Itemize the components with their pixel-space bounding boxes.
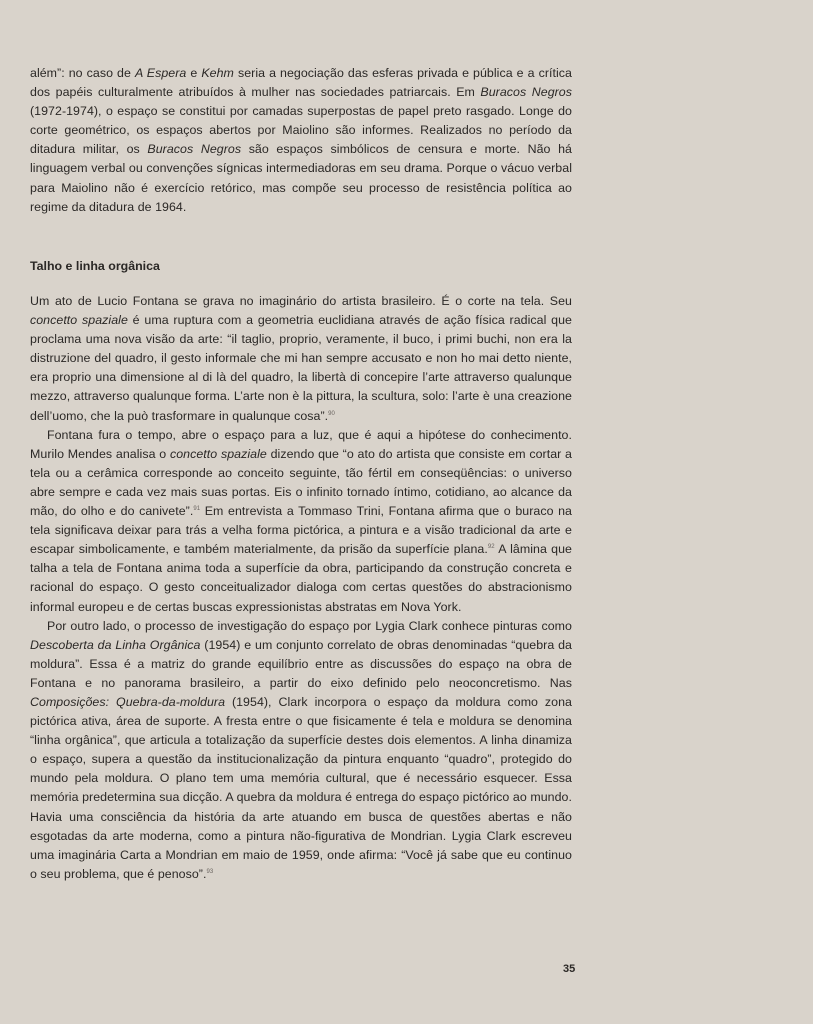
italic-title: Buracos Negros bbox=[480, 85, 572, 100]
paragraph-1 bbox=[30, 292, 572, 426]
italic-title: concetto spaziale bbox=[30, 313, 128, 328]
italic-title: A Espera bbox=[134, 66, 187, 80]
page-body bbox=[30, 64, 572, 217]
footnote-ref: 93 bbox=[206, 868, 214, 875]
italic-title: Descoberta da Linha Orgânica bbox=[30, 637, 201, 652]
text-run: seria a negociação das esferas privada e pública e a crítica dos papéis culturalmente atribuídos à mulher nas sociedades patriarcais. Em bbox=[30, 66, 572, 100]
text-run: e bbox=[186, 66, 202, 80]
text-run: Um ato de Lucio Fontana se grava no imaginário do artista brasileiro. É o corte na tela. Seu bbox=[30, 294, 572, 308]
paragraph-2 bbox=[30, 426, 572, 617]
text-run: (1954) e um conjunto correlato de obras denominadas “quebra da moldura”. Essa é a matriz do grande equilíbrio entre as discussões do espaço na obra de Fontana e no panorama brasileiro, a partir do eixo definido pelo neoconcretismo. Nas bbox=[30, 637, 572, 690]
intro-paragraph bbox=[30, 64, 572, 217]
text-run: (1972-1974), o espaço se constitui por camadas superpostas de papel preto rasgado. Longe do corte geométrico, os espaços abertos por Maiolino são informes. Realizados no período da ditadura militar, os bbox=[30, 104, 572, 157]
text-run: Por outro lado, o processo de investigação do espaço por Lygia Clark conhece pinturas como bbox=[47, 618, 572, 633]
footnote-ref: 90 bbox=[328, 410, 335, 417]
section-body bbox=[30, 292, 572, 884]
text-run: Fontana fura o tempo, abre o espaço para a luz, que é aqui a hipótese do conhecimento. Murilo Mendes analisa o bbox=[30, 427, 572, 461]
italic-title: concetto spaziale bbox=[169, 446, 267, 461]
text-run: além”: no caso de bbox=[30, 66, 135, 80]
paragraph-3 bbox=[30, 617, 572, 884]
text-run: é uma ruptura com a geometria euclidiana através de ação física radical que proclama uma nova visão da arte: “il taglio, proprio, veramente, il buco, i primi buchi, non era la distruzione del quadro, il gesto informale che mi han sempre accusato e non ho mai detto niente, era proprio una dimensione al di là del quadro, la libertà di concepire l’arte attraverso qualunque mezzo, attraverso qualunque forma. L’arte non è la pittura, la scultura, solo: l’arte è una creazione dell’uomo, che la può trasformare in qualunque cosa”. bbox=[30, 313, 572, 423]
footnote-ref: 92 bbox=[487, 544, 495, 551]
italic-title: Composições: Quebra-da-moldura bbox=[30, 694, 226, 709]
italic-title: Buracos Negros bbox=[147, 142, 242, 157]
text-run: Em entrevista a Tommaso Trini, Fontana afirma que o buraco na tela significava deixar para trás a velha forma pictórica, a pintura e a visão tradicional da arte e escapar simbolicamente, e também materialmente, da prisão da superfície plana. bbox=[30, 504, 573, 557]
text-run: são espaços simbólicos de censura e morte. Não há linguagem verbal ou convenções sígnicas intermediadoras em seu drama. Porque o vácuo verbal para Maiolino não é exercício retórico, mas compõe seu processo de resistência política ao regime da ditadura de 1964. bbox=[30, 142, 572, 214]
section-heading: Talho e linha orgânica bbox=[30, 259, 160, 273]
footnote-ref: 91 bbox=[193, 506, 201, 513]
text-run: dizendo que “o ato do artista que consiste em cortar a tela ou a cerâmica corresponde ao conceito seguinte, tão fértil em conseqüências: o universo abre sempre e cada vez mais suas portas. Eis o infinito tornado íntimo, cotidiano, ao alcance da mão, do olho e do canivete”. bbox=[30, 446, 572, 519]
page-number: 35 bbox=[563, 963, 576, 975]
text-run: A lâmina que talha a tela de Fontana anima toda a superfície da obra, participando da construção concreta e racional do espaço. O gesto conceitualizador dialoga com certas questões do abstracionismo informal europeu e de certas buscas expressionistas abstratas em Nova York. bbox=[30, 542, 572, 614]
italic-title: Kehm bbox=[201, 66, 234, 80]
text-run: (1954), Clark incorpora o espaço da moldura como zona pictórica ativa, área de suporte. A fresta entre o que fisicamente é tela e moldura se denomina “linha orgânica”, que articula a totalização da superfície destes dois elementos. A linha dinamiza o espaço, supera a questão da institucionalização da pintura enquanto “quadro”, protegido do mundo pela moldura. O plano tem uma memória cultural, que é necessário esquecer. Essa memória predetermina sua dicção. A quebra da moldura é entrega do espaço pictórico ao mundo. Havia uma consciência da história da arte atuando em busca de questões abertas e não esgotadas da arte moderna, como a pintura não-figurativa de Mondrian. Lygia Clark escreveu uma imaginária Carta a Mondrian em maio de 1959, onde afirma: “Você já sabe que eu continuo o seu problema, que é penoso”. bbox=[30, 694, 572, 881]
